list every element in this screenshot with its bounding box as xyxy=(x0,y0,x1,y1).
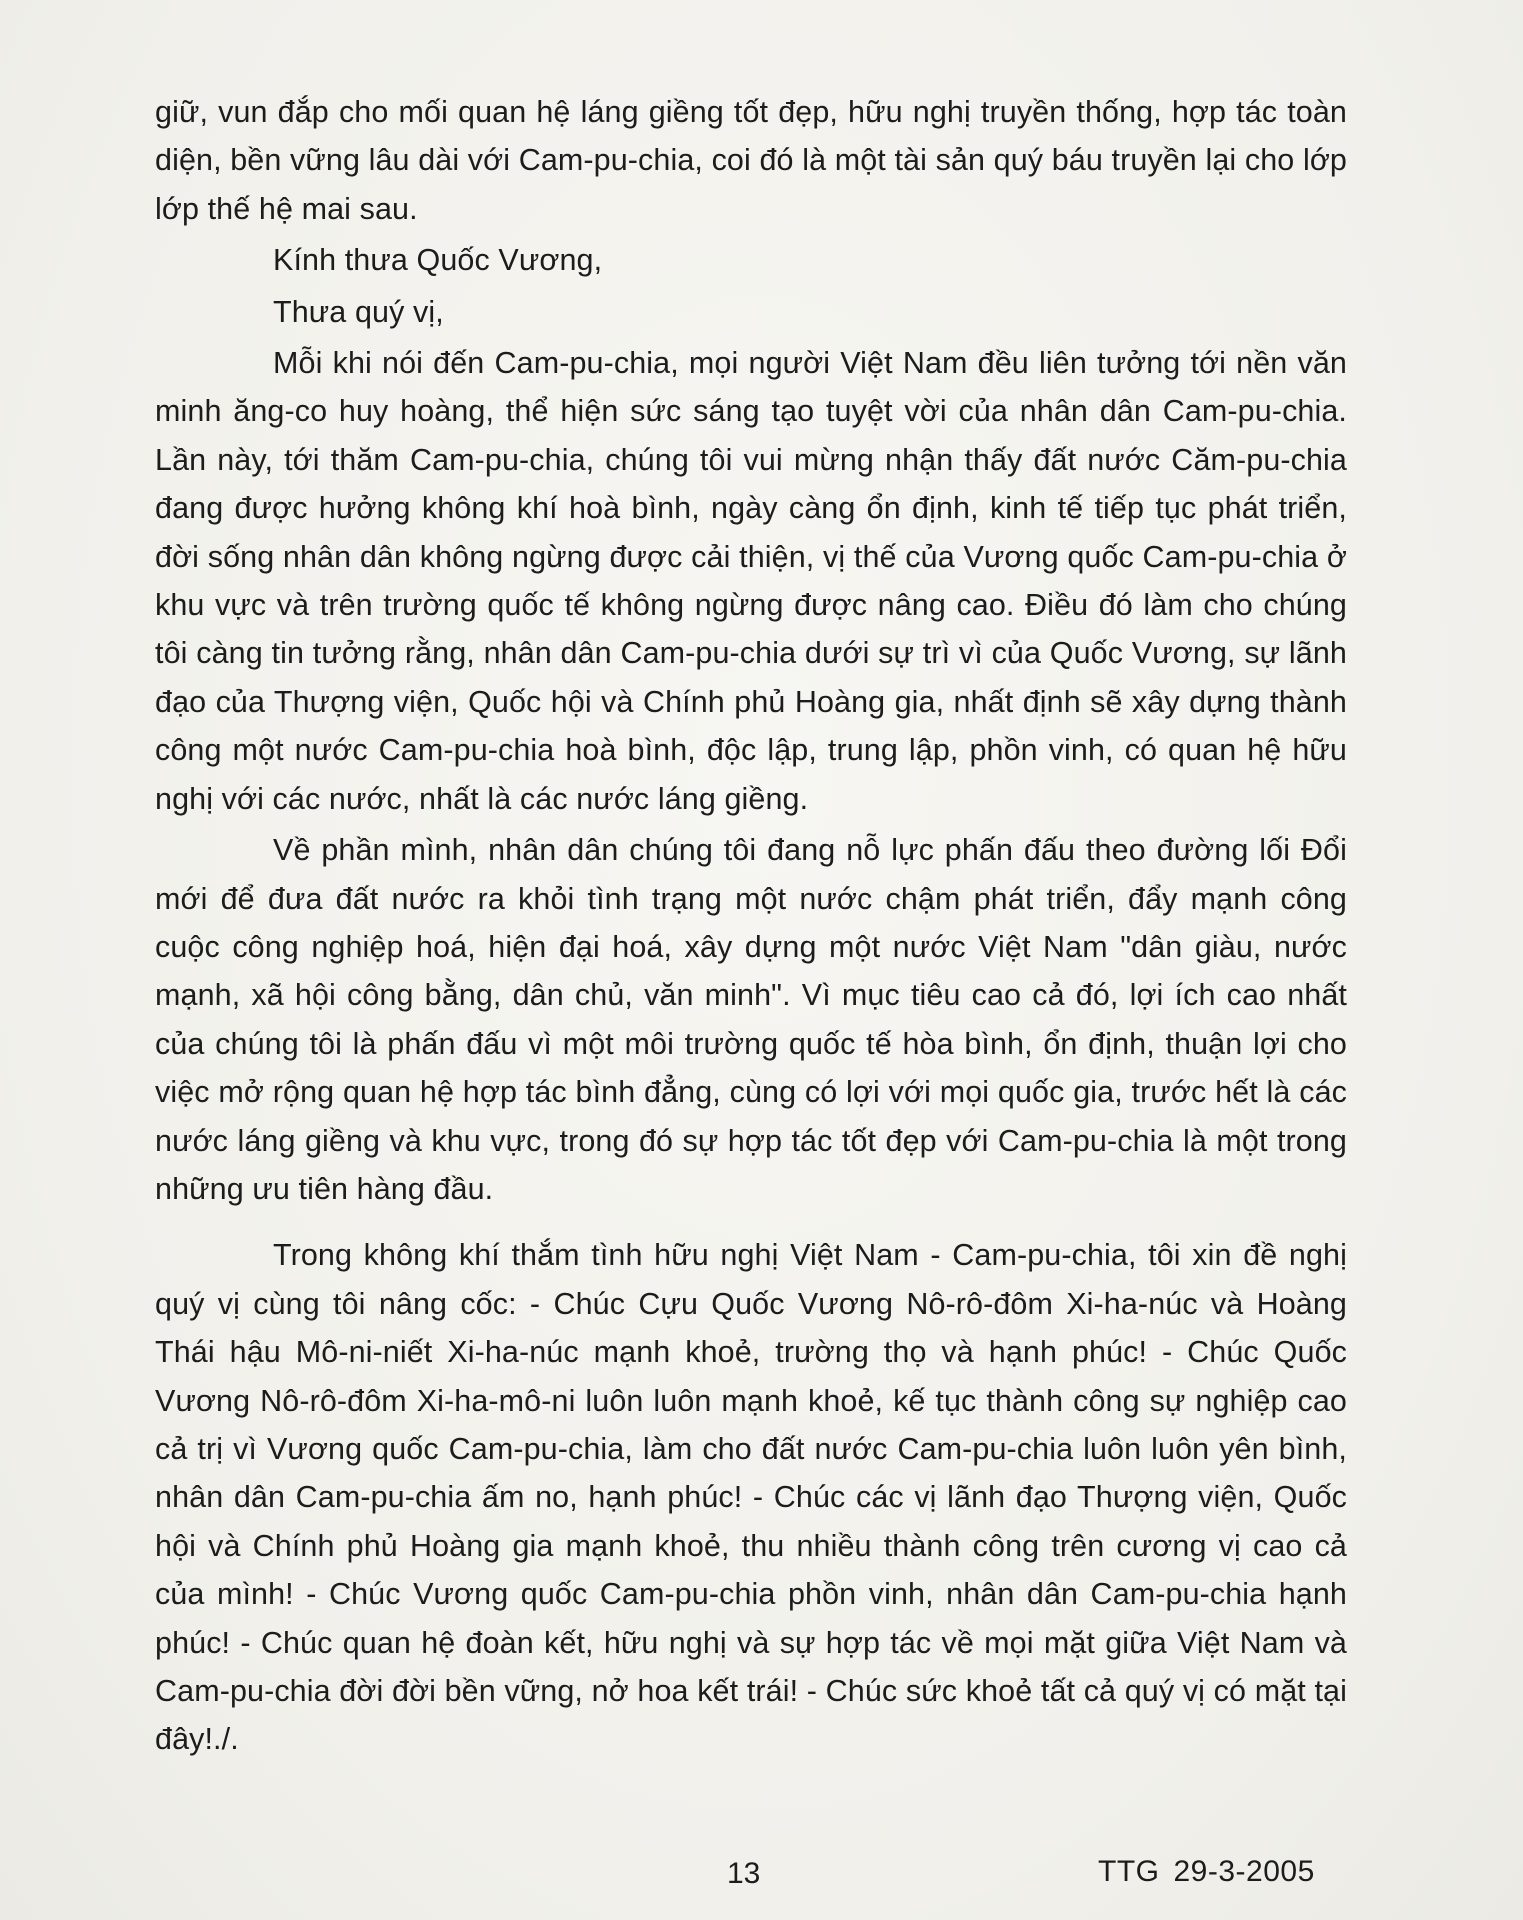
document-date: 29-3-2005 xyxy=(1173,1855,1315,1888)
salutation-king: Kính thưa Quốc Vương, xyxy=(273,243,603,278)
paragraph-continuation: giữ, vun đắp cho mối quan hệ láng giềng tốt đẹp, hữu nghị truyền thống, hợp tác toàn diện, bền vững lâu dài với Cam-pu-chia, coi đó là một tài sản quý báu truyền lại cho lớp lớp thế hệ mai sau. xyxy=(155,95,1347,226)
page-number: 13 xyxy=(727,1857,761,1890)
document-code xyxy=(1098,1854,1315,1890)
salutation-guests: Thưa quý vị, xyxy=(273,294,444,329)
document-code-prefix: TTG xyxy=(1098,1855,1160,1888)
paragraph-cambodia: Mỗi khi nói đến Cam-pu-chia, mọi người Việt Nam đều liên tưởng tới nền văn minh ăng-co huy hoàng, thể hiện sức sáng tạo tuyệt vời của nhân dân Cam-pu-chia. Lần này, tới thăm Cam-pu-chia, chúng tôi vui mừng nhận thấy đất nước Căm-pu-chia đang được hưởng không khí hoà bình, ngày càng ổn định, kinh tế tiếp tục phát triển, đời sống nhân dân không ngừng được cải thiện, vị thế của Vương quốc Cam-pu-chia ở khu vực và trên trường quốc tế không ngừng được nâng cao. Điều đó làm cho chúng tôi càng tin tưởng rằng, nhân dân Cam-pu-chia dưới sự trì vì của Quốc Vương, sự lãnh đạo của Thượng viện, Quốc hội và Chính phủ Hoàng gia, nhất định sẽ xây dựng thành công một nước Cam-pu-chia hoà bình, độc lập, trung lập, phồn vinh, có quan hệ hữu nghị với các nước, nhất là các nước láng giềng. xyxy=(155,346,1347,816)
paragraph-toast: Trong không khí thắm tình hữu nghị Việt Nam - Cam-pu-chia, tôi xin đề nghị quý vị cùng tôi nâng cốc: - Chúc Cựu Quốc Vương Nô-rô-đôm Xi-ha-núc và Hoàng Thái hậu Mô-ni-niết Xi-ha-núc mạnh khoẻ, trường thọ và hạnh phúc! - Chúc Quốc Vương Nô-rô-đôm Xi-ha-mô-ni luôn luôn mạnh khoẻ, kế tục thành công sự nghiệp cao cả trị vì Vương quốc Cam-pu-chia, làm cho đất nước Cam-pu-chia luôn luôn yên bình, nhân dân Cam-pu-chia ấm no, hạnh phúc! - Chúc các vị lãnh đạo Thượng viện, Quốc hội và Chính phủ Hoàng gia mạnh khoẻ, thu nhiều thành công trên cương vị cao cả của mình! - Chúc Vương quốc Cam-pu-chia phồn vinh, nhân dân Cam-pu-chia hạnh phúc! - Chúc quan hệ đoàn kết, hữu nghị và sự hợp tác về mọi mặt giữa Việt Nam và Cam-pu-chia đời đời bền vững, nở hoa kết trái! - Chúc sức khoẻ tất cả quý vị có mặt tại đây!./. xyxy=(155,1238,1347,1757)
document-body xyxy=(155,88,1347,1764)
paragraph-vietnam: Về phần mình, nhân dân chúng tôi đang nỗ lực phấn đấu theo đường lối Đổi mới để đưa đất nước ra khỏi tình trạng một nước chậm phát triển, đẩy mạnh công cuộc công nghiệp hoá, hiện đại hoá, xây dựng một nước Việt Nam "dân giàu, nước mạnh, xã hội công bằng, dân chủ, văn minh". Vì mục tiêu cao cả đó, lợi ích cao nhất của chúng tôi là phấn đấu vì một môi trường quốc tế hòa bình, ổn định, thuận lợi cho việc mở rộng quan hệ hợp tác bình đẳng, cùng có lợi với mọi quốc gia, trước hết là các nước láng giềng và khu vực, trong đó sự hợp tác tốt đẹp với Cam-pu-chia là một trong những ưu tiên hàng đầu. xyxy=(155,833,1347,1206)
